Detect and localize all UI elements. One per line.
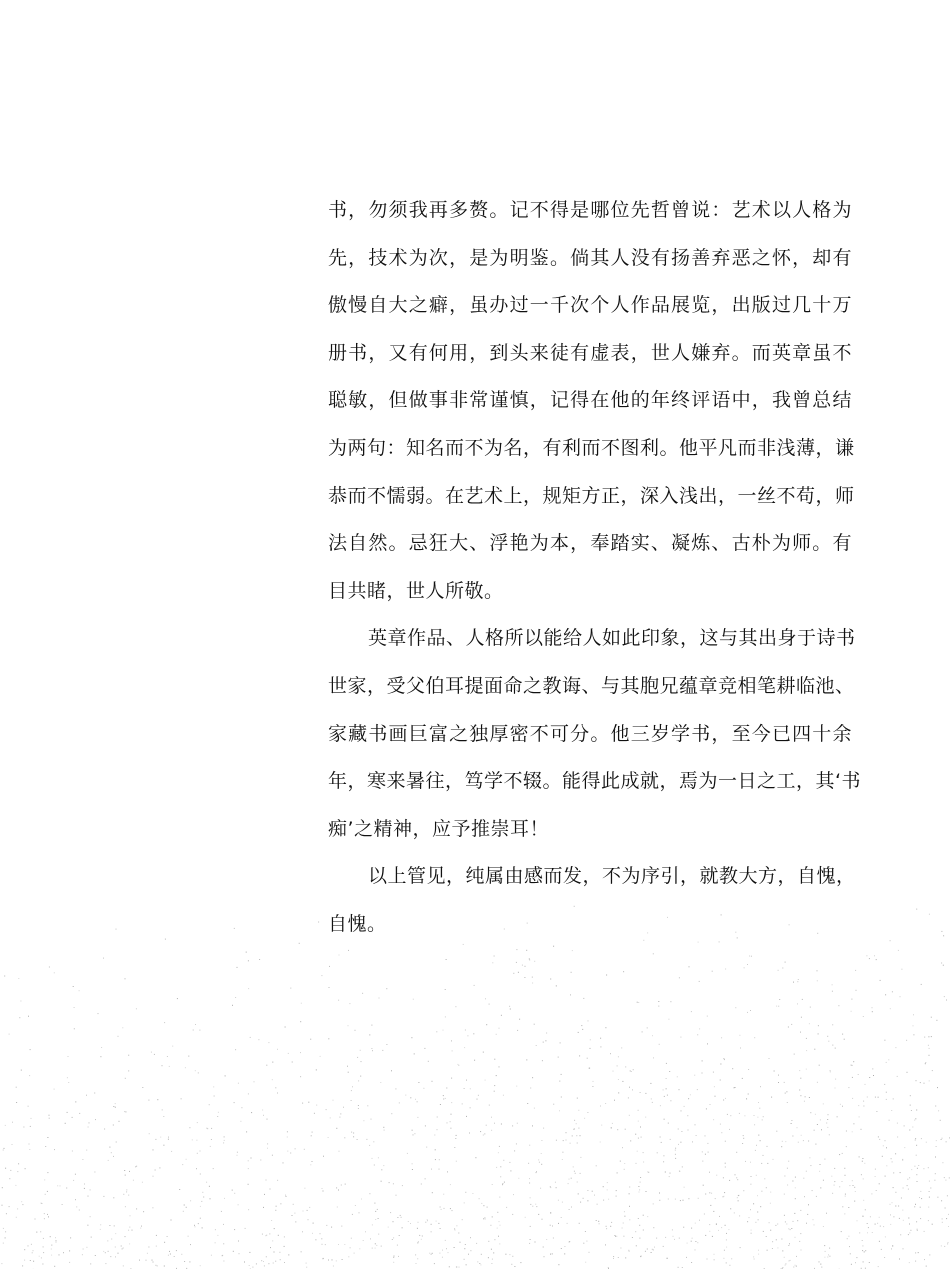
- text-line: 册书，又有何用，到头来徒有虚表，世人嫌弃。而英章虽不: [328, 341, 852, 364]
- text-line: 傲慢自大之癖，虽办过一千次个人作品展览，出版过几十万: [328, 294, 852, 317]
- paragraph-start-line: 以上管见，纯属由感而发，不为序引，就教大方，自愧，: [368, 865, 856, 888]
- text-line: 书，勿须我再多赘。记不得是哪位先哲曾说：艺术以人格为: [328, 199, 852, 221]
- text-line: 法自然。忌狂大、浮艳为本，奉踏实、凝炼、古朴为师。有: [328, 532, 852, 555]
- text-line: 年，寒来暑往，笃学不辍。能得此成就，焉为一日之工，其‘书: [328, 770, 862, 793]
- text-line: 目共睹，世人所敬。: [328, 579, 504, 602]
- paragraph-start-line: 英章作品、人格所以能给人如此印象，这与其出身于诗书: [368, 627, 856, 650]
- body-text: [328, 187, 862, 949]
- text-line: 自愧。: [328, 912, 387, 935]
- text-line: 世家，受父伯耳提面命之教诲、与其胞兄蕴章竞相笔耕临池、: [328, 674, 855, 697]
- text-line: 恭而不懦弱。在艺术上，规矩方正，深入浅出，一丝不苟，师: [328, 484, 855, 507]
- text-line: 聪敏，但做事非常谨慎，记得在他的年终评语中，我曾总结: [328, 389, 852, 412]
- text-line: 家藏书画巨富之独厚密不可分。他三岁学书，至今已四十余: [328, 722, 852, 745]
- text-line: 先，技术为次，是为明鉴。倘其人没有扬善弃恶之怀，却有: [328, 246, 852, 269]
- text-line: 为两句：知名而不为名，有利而不图利。他平凡而非浅薄，谦: [328, 436, 855, 459]
- text-line: 痴’之精神，应予推崇耳！: [328, 817, 550, 840]
